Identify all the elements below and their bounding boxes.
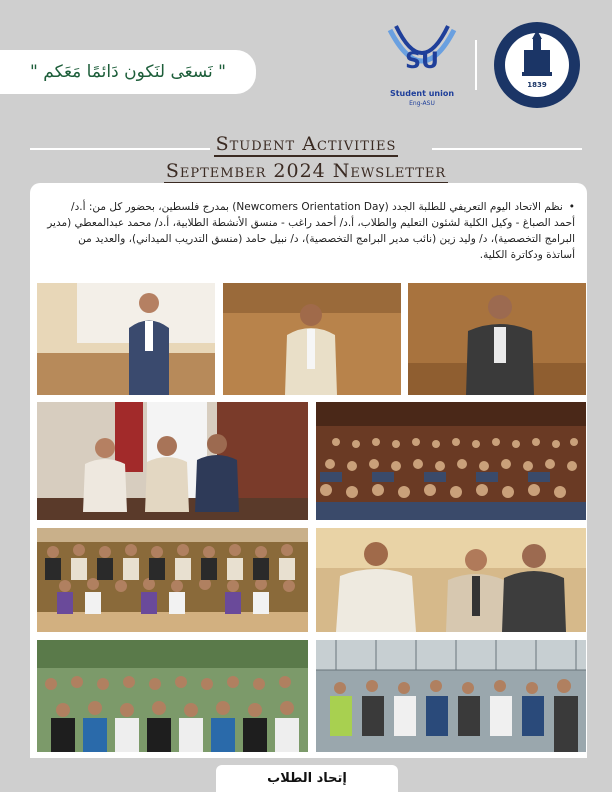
speaker-photo-icon bbox=[223, 283, 401, 395]
newsletter-title-line2: September 2024 Newsletter bbox=[165, 160, 447, 182]
logo-subcaption: Eng-ASU bbox=[409, 100, 435, 107]
photo-outdoor-group-2 bbox=[316, 640, 586, 752]
footer-label-text: إتحاد الطلاب bbox=[267, 771, 347, 786]
newsletter-title-line1: Student Activities bbox=[215, 133, 397, 155]
bullet-icon: • bbox=[568, 201, 575, 213]
logo-divider bbox=[475, 40, 477, 90]
faculty-of-engineering-seal-icon bbox=[492, 20, 582, 110]
photo-speaker-1 bbox=[37, 283, 215, 395]
speaker-photo-icon bbox=[37, 283, 215, 395]
logo-letters: SU bbox=[405, 49, 439, 74]
photo-speaker-2 bbox=[223, 283, 401, 395]
photo-group-stage bbox=[37, 528, 308, 632]
logo-caption: Student union bbox=[389, 89, 455, 98]
speaker-photo-icon bbox=[408, 283, 586, 395]
photo-auditorium bbox=[316, 402, 586, 520]
photo-outdoor-group-1 bbox=[37, 640, 308, 752]
outdoor-group-photo-icon bbox=[316, 640, 586, 752]
group-photo-icon bbox=[37, 528, 308, 632]
slogan-text: " نَسعَى لنَكون دَائمًا مَعَكم " bbox=[30, 62, 226, 82]
photo-panel bbox=[37, 402, 308, 520]
photo-handshake bbox=[316, 528, 586, 632]
logo-group bbox=[382, 18, 582, 114]
auditorium-photo-icon bbox=[316, 402, 586, 520]
handshake-photo-icon bbox=[316, 528, 586, 632]
seal-year: 1839 bbox=[527, 81, 547, 89]
event-description bbox=[47, 199, 575, 263]
outdoor-group-photo-icon bbox=[37, 640, 308, 752]
student-union-logo-icon bbox=[382, 22, 462, 108]
footer-label bbox=[216, 765, 398, 792]
slogan-banner bbox=[0, 50, 256, 94]
event-description-text: نظم الاتحاد اليوم التعريفي للطلبة الجدد (Newcomers Orientation Day) بمدرج فلسطين، بحضور كل من: أ.د/ أحمد الصباغ - وكيل الكلية لشئون التعليم والطلاب، أ.د/ أحمد راغب - منسق الأنشطة الطلابية، أ.د/ محمد عبدالمعطي (مدير البرامج التخصصية)، د/ وليد زين (نائب مدير البرامج التخصصية)، د/ نبيل حامد (منسق التدريب الميداني)، والعديد من أساتذة ودكاترة الكلية. bbox=[47, 201, 575, 261]
photo-speaker-3 bbox=[408, 283, 586, 395]
panel-photo-icon bbox=[37, 402, 308, 520]
